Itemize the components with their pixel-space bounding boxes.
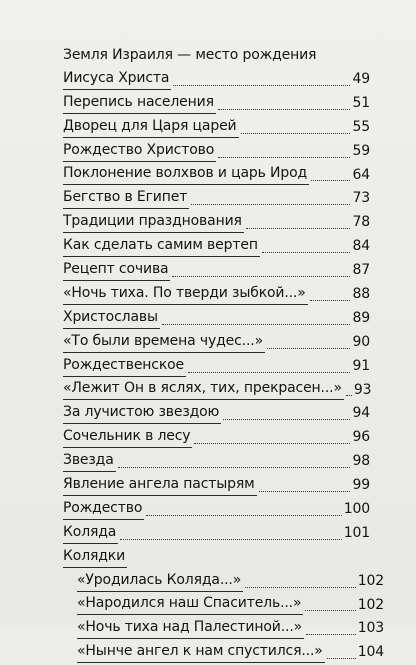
- toc-entry-row: [63, 235, 370, 259]
- toc-page-number: 64: [352, 166, 370, 183]
- toc-entry-row: [63, 92, 370, 116]
- toc-entry-row: [63, 570, 384, 594]
- toc-entry-title: Сочельник в лесу: [63, 426, 192, 448]
- toc-page-number: 89: [352, 309, 370, 326]
- toc-entry-row: [63, 355, 370, 379]
- toc-entry-title: Рождество Христово: [63, 140, 216, 162]
- toc-entry-title: Колядки: [63, 546, 127, 568]
- toc-page-number: 91: [352, 357, 370, 374]
- toc-dot-leader: [241, 133, 351, 134]
- toc-dot-leader: [246, 228, 351, 229]
- toc-entry-row: [63, 546, 370, 570]
- toc-entry-row: [63, 68, 370, 92]
- toc-page-number: 51: [352, 94, 370, 111]
- toc-dot-leader: [267, 348, 350, 349]
- toc-entry: [63, 641, 384, 665]
- toc-page-number: 103: [357, 620, 384, 637]
- toc-entry: [63, 331, 370, 355]
- toc-entry-row: [63, 378, 370, 402]
- toc-dot-leader: [173, 85, 350, 86]
- toc-entry-row: [63, 450, 370, 474]
- toc-dot-leader: [162, 324, 351, 325]
- toc-entry-row: [63, 426, 370, 450]
- toc-entry: [63, 163, 370, 187]
- toc-entry-title: «Ночь тиха. По тверди зыбкой...»: [63, 283, 308, 305]
- toc-entry: [63, 140, 370, 164]
- toc-page-number: 102: [357, 596, 384, 613]
- toc-page-number: 100: [343, 501, 370, 518]
- toc-entry: [63, 283, 370, 307]
- toc-entry: [63, 498, 370, 522]
- toc-entry-title: Перепись населения: [63, 92, 216, 114]
- toc-entry: [63, 259, 370, 283]
- toc-entry: [63, 593, 384, 617]
- toc-entry: [63, 187, 370, 211]
- toc-dot-leader: [346, 395, 352, 396]
- toc-entry-title: Поклонение волхвов и царь Ирод: [63, 163, 309, 185]
- toc-dot-leader: [218, 109, 351, 110]
- toc-page-number: 94: [352, 405, 370, 422]
- toc-entry: [63, 68, 370, 92]
- toc-entry: [63, 617, 384, 641]
- toc-page-number: 73: [352, 190, 370, 207]
- toc-entry-row: [63, 522, 370, 546]
- toc-entry: [63, 235, 370, 259]
- table-of-contents: [63, 44, 384, 665]
- toc-dot-leader: [259, 491, 351, 492]
- toc-dot-leader: [146, 515, 341, 516]
- toc-dot-leader: [172, 276, 350, 277]
- toc-entry-row: [63, 331, 370, 355]
- toc-entry-title: Христославы: [63, 307, 160, 329]
- toc-entry-row: [63, 474, 370, 498]
- toc-entry-row: [63, 140, 370, 164]
- toc-dot-leader: [218, 157, 350, 158]
- toc-dot-leader: [327, 658, 356, 659]
- toc-dot-leader: [310, 300, 351, 301]
- toc-entry-title: «Ночь тиха над Палестиной...»: [77, 617, 304, 639]
- toc-dot-leader: [191, 204, 350, 205]
- toc-entry: [63, 546, 370, 570]
- toc-entry-row: [63, 593, 384, 617]
- toc-entry-row: [63, 283, 370, 307]
- toc-entry-title: Звезда: [63, 450, 116, 472]
- toc-entry-title: Рецепт сочива: [63, 259, 170, 281]
- toc-entry-title: Рождественское: [63, 355, 186, 377]
- toc-entry: [63, 522, 370, 546]
- toc-entry: [63, 474, 370, 498]
- toc-dot-leader: [120, 539, 341, 540]
- toc-dot-leader: [306, 634, 356, 635]
- toc-entry: [63, 450, 370, 474]
- toc-page-number: 93: [353, 381, 372, 398]
- toc-page-number: 59: [352, 142, 370, 159]
- toc-entry: [63, 92, 370, 116]
- toc-entry-row: [63, 641, 384, 665]
- toc-entry: [63, 402, 370, 426]
- toc-page-number: 49: [352, 70, 370, 87]
- toc-dot-leader: [245, 587, 356, 588]
- toc-entry-row: [63, 163, 370, 187]
- toc-dot-leader: [311, 180, 350, 181]
- toc-entry-row: [63, 259, 370, 283]
- toc-entry-title: Традиции празднования: [63, 211, 244, 233]
- toc-page-number: 96: [352, 429, 370, 446]
- toc-page-number: 102: [357, 572, 384, 589]
- toc-entry-title: Дворец для Царя царей: [63, 116, 239, 138]
- toc-entry-title: Рождество: [63, 498, 144, 520]
- toc-entry-row: [63, 307, 370, 331]
- toc-page-number: 87: [352, 262, 370, 279]
- toc-entry: [63, 426, 370, 450]
- toc-page-number: 78: [352, 214, 370, 231]
- toc-dot-leader: [118, 467, 351, 468]
- toc-page-number: 104: [357, 644, 384, 661]
- toc-entry: [63, 307, 370, 331]
- toc-entry-title: Иисуса Христа: [63, 68, 171, 90]
- toc-entry-row: [63, 187, 370, 211]
- toc-entry-title: За лучистою звездою: [63, 402, 221, 424]
- toc-entry: [63, 211, 370, 235]
- toc-entry-row: [63, 498, 370, 522]
- toc-entry-title: Бегство в Египет: [63, 187, 189, 209]
- toc-dot-leader: [188, 372, 350, 373]
- toc-dot-leader: [305, 610, 355, 611]
- toc-page-number: 84: [352, 238, 370, 255]
- toc-entry-title: Явление ангела пастырям: [63, 474, 257, 496]
- toc-entry-row: [63, 44, 370, 68]
- toc-page-number: 88: [352, 286, 370, 302]
- toc-entry: [63, 570, 384, 594]
- toc-entry-row: [63, 617, 384, 641]
- toc-entry-title: «Нынче ангел к нам спустился...»: [77, 641, 325, 663]
- toc-entry-row: [63, 116, 370, 140]
- toc-entry-title: Как сделать самим вертеп: [63, 235, 260, 257]
- toc-entry-title: «Лежит Он в яслях, тих, прекрасен...»: [63, 378, 344, 400]
- toc-entry-row: [63, 402, 370, 426]
- toc-entry: [63, 355, 370, 379]
- toc-entry: [63, 378, 370, 402]
- toc-entry: [63, 44, 370, 68]
- toc-page-number: 99: [352, 477, 370, 494]
- toc-dot-leader: [194, 443, 350, 444]
- toc-dot-leader: [223, 419, 350, 420]
- toc-entry-title: «Народился наш Спаситель...»: [77, 593, 303, 615]
- toc-entry-title: Коляда: [63, 522, 118, 544]
- toc-page-number: 98: [352, 453, 370, 470]
- toc-entry-title: «То были времена чудес...»: [63, 331, 265, 353]
- toc-page-number: 101: [343, 524, 370, 541]
- toc-entry-row: [63, 211, 370, 235]
- toc-entry-title: Земля Израиля — место рождения: [63, 47, 317, 63]
- toc-page-number: 90: [352, 333, 370, 350]
- toc-page-number: 55: [352, 118, 370, 135]
- toc-entry-title: «Уродилась Коляда...»: [77, 570, 243, 592]
- toc-dot-leader: [262, 252, 351, 253]
- toc-entry: [63, 116, 370, 140]
